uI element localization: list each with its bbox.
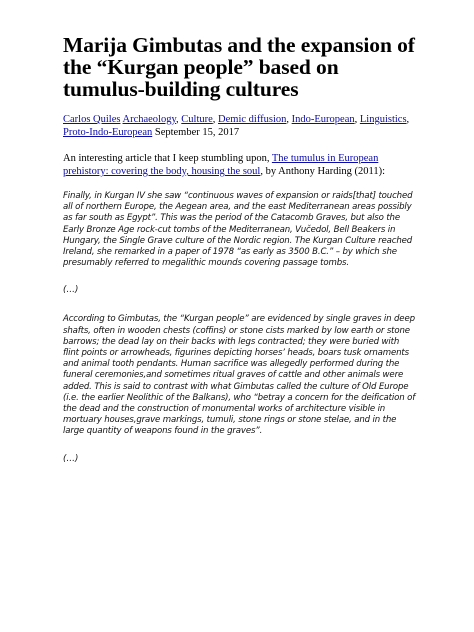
author-link[interactable]: Carlos Quiles xyxy=(63,114,121,125)
lead-prefix: An interesting article that I keep stumbling upon, xyxy=(63,153,272,164)
lead-suffix: , by Anthony Harding (2011): xyxy=(260,166,386,177)
post-date: September 15, 2017 xyxy=(154,127,240,138)
article-title: Marija Gimbutas and the expansion of the “Kurgan people” based on tumulus-building cultures xyxy=(63,33,415,101)
lead-paragraph xyxy=(63,152,416,178)
quote-paragraph-2: According to Gimbutas, the “Kurgan people” are evidenced by single graves in deep shafts, often in wooden chests (coffins) or stone cists marked by low earth or stone barrows; the dead lay on their backs with legs contracted; they were buried with flint points or arrowheads, figurines depicting horses’ heads, boars tusk ornaments and animal tooth pendants. Human sacrifice was allegedly performed during the funeral ceremonies,and sometimes ritual graves of cattle and other animals were added. This is said to contrast with what Gimbutas called the culture of Old Europe (i.e. the earlier Neolithic of the Balkans), who “betray a concern for the deification of the dead and the construction of monumental works of architecture visible in mortuary houses,grave markings, tumuli, stone rings or stone stelae, and in the large quantity of weapons found in the graves”. xyxy=(63,314,416,437)
category-link-linguistics[interactable]: Linguistics xyxy=(359,114,407,125)
quote-paragraph-1: Finally, in Kurgan IV she saw “continuous waves of expansion or raids[that] touched all of northern Europe, the Aegean area, and the east Mediterranean areas possibly as far south as Egypt”. This was the period of the Catacomb Graves, but also the Early Bronze Age rock-cut tombs of the Mediterranean, Vučedol, Bell Beakers in Hungary, the Single Grave culture of the Nordic region. The Kurgan Culture reached Ireland, she remarked in a paper of 1978 “as early as 3500 B.C.” – by which she presumably referred to megalithic mounds covering passage tombs. xyxy=(63,191,413,269)
category-link-demic-diffusion[interactable]: Demic diffusion xyxy=(218,114,287,125)
category-link-archaeology[interactable]: Archaeology xyxy=(122,114,177,125)
article-meta: Carlos Quiles Archaeology, Culture, Demic diffusion, Indo-European, Linguistics, Proto-Indo-European September 15, 2017 xyxy=(63,114,410,138)
category-link-indo-european[interactable]: Indo-European xyxy=(291,114,355,125)
ellipsis-1: (…) xyxy=(63,285,79,296)
source-article-link[interactable]: The tumulus in European prehistory: covering the body, housing the soul xyxy=(63,153,379,177)
category-link-culture[interactable]: Culture xyxy=(181,114,213,125)
category-link-proto-indo-european[interactable]: Proto-Indo-European xyxy=(63,127,153,138)
ellipsis-2: (…) xyxy=(63,453,79,464)
